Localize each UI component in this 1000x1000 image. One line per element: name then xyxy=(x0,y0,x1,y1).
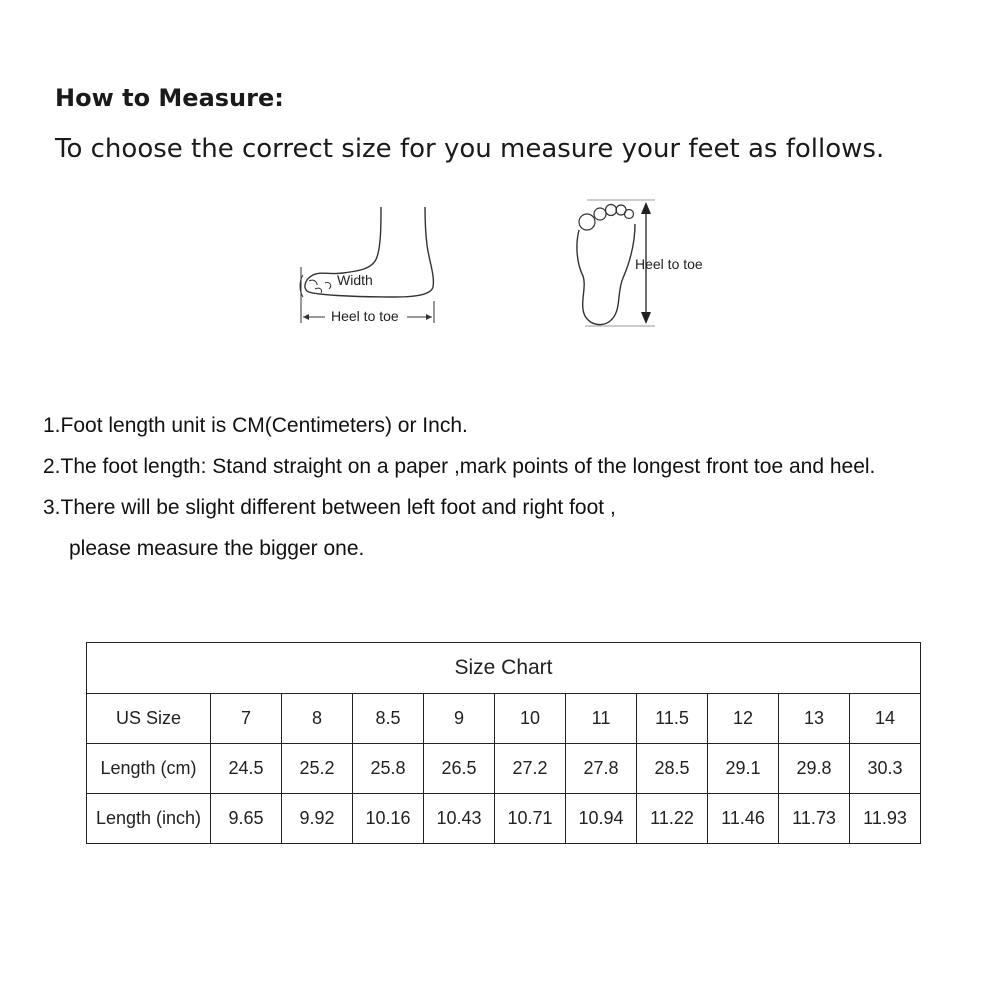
length-inch-cell: 10.16 xyxy=(353,794,424,844)
length-inch-cell: 9.92 xyxy=(282,794,353,844)
length-inch-cell: 11.73 xyxy=(779,794,850,844)
us-size-cell: 13 xyxy=(779,694,850,744)
length-cm-cell: 25.8 xyxy=(353,744,424,794)
length-cm-cell: 27.8 xyxy=(566,744,637,794)
length-cm-cell: 30.3 xyxy=(850,744,921,794)
length-cm-cell: 24.5 xyxy=(211,744,282,794)
instruction-item: 1.Foot length unit is CM(Centimeters) or Inch. xyxy=(43,414,468,437)
us-size-cell: 7 xyxy=(211,694,282,744)
foot-sole-icon xyxy=(565,192,715,332)
size-chart-table xyxy=(86,642,921,844)
us-size-cell: 8.5 xyxy=(353,694,424,744)
length-inch-row xyxy=(87,794,921,844)
instruction-item: 3.There will be slight different between left foot and right foot , xyxy=(43,496,616,519)
size-chart-title: Size Chart xyxy=(87,643,921,694)
page-title: How to Measure: xyxy=(55,84,284,112)
length-inch-cell: 10.71 xyxy=(495,794,566,844)
row-header-length-inch: Length (inch) xyxy=(87,794,211,844)
us-size-cell: 8 xyxy=(282,694,353,744)
foot-sole-view-figure xyxy=(565,192,715,332)
length-inch-cell: 11.46 xyxy=(708,794,779,844)
length-inch-cell: 9.65 xyxy=(211,794,282,844)
width-label: Width xyxy=(337,272,373,288)
size-chart-title-row xyxy=(87,643,921,694)
us-size-row xyxy=(87,694,921,744)
us-size-cell: 11 xyxy=(566,694,637,744)
length-inch-cell: 10.94 xyxy=(566,794,637,844)
instruction-item-continued: please measure the bigger one. xyxy=(69,537,365,560)
row-header-length-cm: Length (cm) xyxy=(87,744,211,794)
length-inch-cell: 10.43 xyxy=(424,794,495,844)
length-cm-cell: 28.5 xyxy=(637,744,708,794)
us-size-cell: 14 xyxy=(850,694,921,744)
foot-side-icon xyxy=(295,205,440,330)
length-cm-cell: 27.2 xyxy=(495,744,566,794)
length-inch-cell: 11.22 xyxy=(637,794,708,844)
us-size-cell: 9 xyxy=(424,694,495,744)
page-subtitle: To choose the correct size for you measure your feet as follows. xyxy=(55,134,885,164)
length-inch-cell: 11.93 xyxy=(850,794,921,844)
us-size-cell: 12 xyxy=(708,694,779,744)
length-cm-cell: 26.5 xyxy=(424,744,495,794)
row-header-us-size: US Size xyxy=(87,694,211,744)
sole-heel-to-toe-label: Heel to toe xyxy=(635,256,703,272)
instruction-list xyxy=(43,410,875,574)
foot-side-view-figure xyxy=(295,205,440,330)
length-cm-cell: 29.1 xyxy=(708,744,779,794)
length-cm-row xyxy=(87,744,921,794)
instruction-item: 2.The foot length: Stand straight on a paper ,mark points of the longest front toe and heel. xyxy=(43,455,876,478)
length-cm-cell: 25.2 xyxy=(282,744,353,794)
length-cm-cell: 29.8 xyxy=(779,744,850,794)
us-size-cell: 11.5 xyxy=(637,694,708,744)
side-heel-to-toe-label: Heel to toe xyxy=(331,308,399,324)
us-size-cell: 10 xyxy=(495,694,566,744)
